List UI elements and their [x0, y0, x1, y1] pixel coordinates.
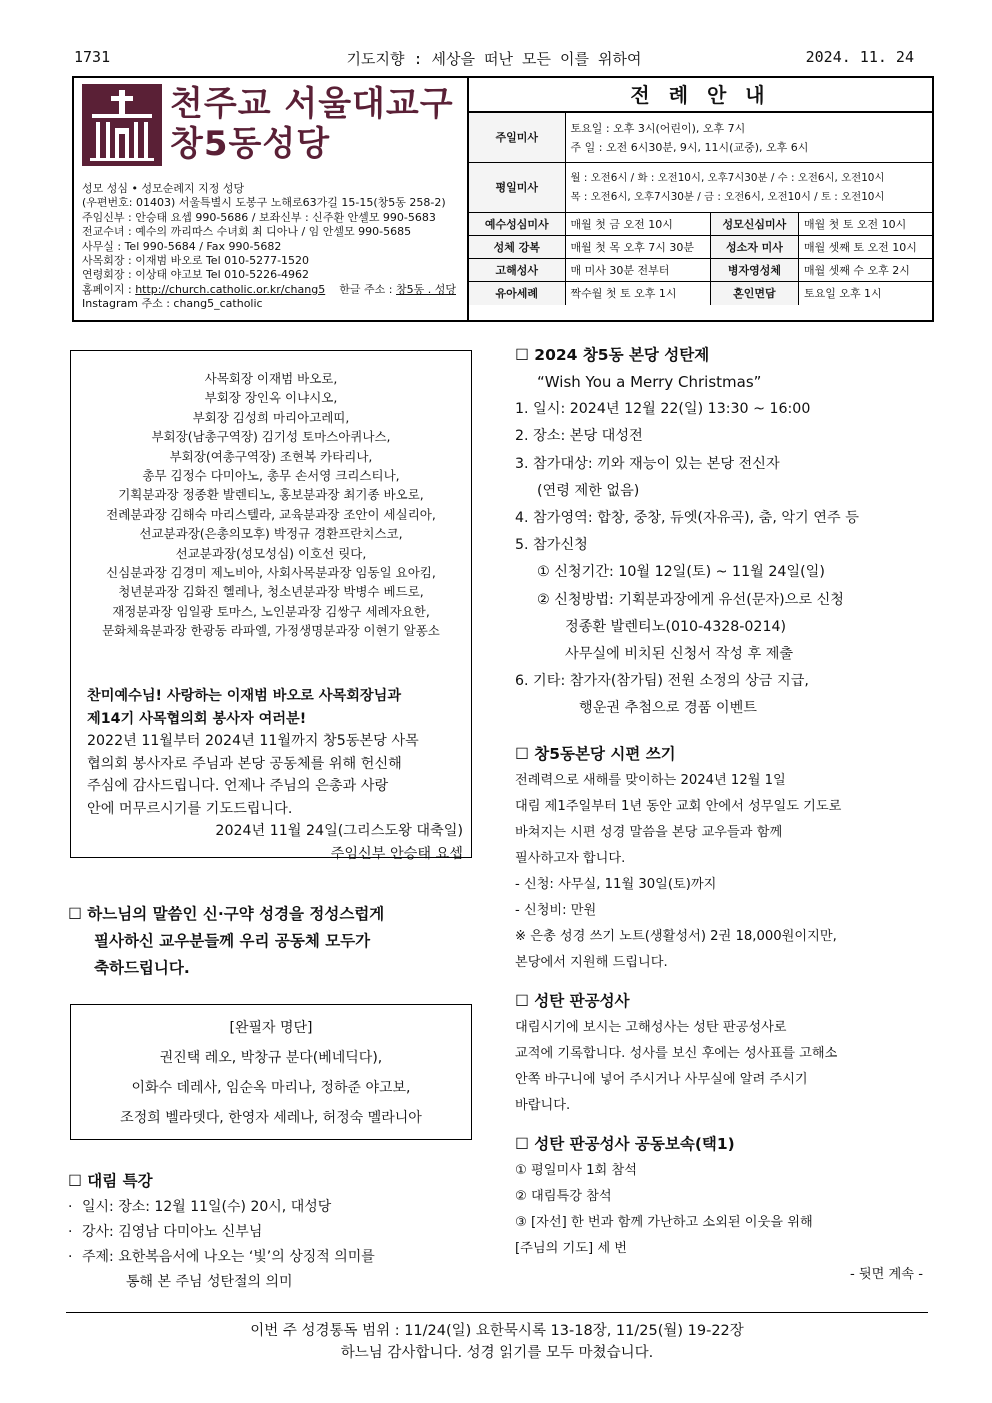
council-thanks-box: [70, 350, 472, 862]
thanks-body-line: 협의회 봉사자로 주님과 본당 공동체를 위해 헌신해: [87, 755, 402, 772]
right-column: [515, 342, 935, 1288]
issue-date: 2024. 11. 24: [805, 48, 914, 66]
text-line: 교적에 기록합니다. 성사를 보신 후에는 성사표를 고해소: [515, 1045, 838, 1061]
table-row: [469, 236, 932, 259]
list-item: ① 평일미사 1회 참석: [515, 1162, 637, 1178]
footer-divider: [66, 1312, 928, 1313]
section-heading: ☐ 창5동본당 시편 쓰기: [515, 744, 676, 763]
schedule-value: 매 미사 30분 전부터: [565, 259, 710, 282]
church-contact-info: [82, 182, 466, 312]
schedule-label: 성모신심미사: [710, 213, 798, 236]
info-line: 성모 성심 • 성모순례지 지정 성당: [82, 182, 245, 195]
text-line: 바쳐지는 시편 성경 말씀을 본당 교우들과 함께: [515, 824, 783, 840]
schedule-label: 혼인면담: [710, 282, 798, 305]
homepage-row: [82, 283, 466, 297]
list-item: 총무 김정수 다미아노, 총무 손서영 크리스티나,: [142, 468, 400, 484]
weekday-line: 월 : 오전6시 / 화 : 오전10시, 오후7시30분 / 수 : 오전6시, 오전10시: [570, 171, 885, 184]
info-line: 전교수녀 : 예수의 까리따스 수녀회 최 디아나 / 임 안셀모 990-5685: [82, 225, 412, 239]
church-name-line2: 창5동성당: [170, 124, 331, 164]
lecture-detail: 일시: 장소: 12월 11일(수) 20시, 대성당: [82, 1199, 332, 1215]
list-item: [68, 1245, 478, 1270]
thanks-greeting: 찬미예수님! 사랑하는 이재범 바오로 사목회장님과: [87, 688, 402, 704]
sunday-mass-times: [565, 113, 932, 163]
psalms-body: [515, 768, 935, 976]
liturgy-title: 전 례 안 내: [469, 78, 932, 112]
bullet: ·: [68, 1199, 73, 1215]
list-item: 선교분과장(성모성심) 이호선 릿다,: [175, 545, 367, 561]
text-line: 필사하고자 합니다.: [515, 850, 626, 866]
list-item: [68, 1220, 478, 1245]
schedule-label: 성체 강복: [469, 236, 565, 259]
list-item: 3. 참가대상: 끼와 재능이 있는 본당 전신자: [515, 455, 780, 472]
text-line: 대림시기에 보시는 고해성사는 성탄 판공성사로: [515, 1019, 787, 1035]
list-item: 권진택 레오, 박창규 분다(베네딕다),: [159, 1050, 383, 1066]
thanks-body-line: 안에 머무르시기를 기도드립니다.: [87, 800, 293, 817]
text-line: - 신청: 사무실, 11월 30일(토)까지: [515, 876, 717, 892]
schedule-label: 병자영성체: [710, 259, 798, 282]
list-item: 2. 장소: 본당 대성전: [515, 428, 643, 445]
schedule-label: 고해성사: [469, 259, 565, 282]
list-item: 전례분과장 김해숙 마리스텔라, 교육분과장 조안이 세실리아,: [106, 506, 436, 522]
council-names: [71, 351, 471, 641]
homepage-label: 홈페이지 :: [82, 282, 136, 296]
church-name-line1: 천주교 서울대교구: [170, 84, 454, 124]
list-item: (연령 제한 없음): [537, 482, 640, 499]
table-row: [469, 213, 932, 236]
list-item: 문화체육분과장 한광동 라파엘, 가정생명분과장 이현기 알퐁소: [102, 623, 440, 639]
sunday-mass-label: 주일미사: [469, 113, 565, 163]
list-item: 부회장 장인옥 이냐시오,: [204, 390, 338, 406]
info-line: 연령회장 : 이상태 야고보 Tel 010-5226-4962: [82, 268, 310, 282]
list-item: 조정희 벨라뎃다, 한영자 세레나, 허정숙 멜라니아: [120, 1110, 422, 1126]
list-item: 부회장(남총구역장) 김기성 토마스아퀴나스,: [151, 429, 391, 445]
signature-name: 주임신부 안승태 요셉: [330, 845, 463, 862]
schedule-label: 예수성심미사: [469, 213, 565, 236]
section-heading: 축하드립니다.: [94, 959, 190, 977]
list-item: ② 대림특강 참석: [515, 1188, 612, 1204]
text-line: ※ 은총 성경 쓰기 노트(생활성서) 2권 18,000원이지만,: [515, 928, 837, 944]
signature-date: 2024년 11월 24일(그리스도왕 대축일): [215, 823, 463, 839]
footer-note: 하느님 감사합니다. 성경 읽기를 모두 마쳤습니다.: [340, 1345, 654, 1361]
info-line: 주임신부 : 안승태 요셉 990-5686 / 보좌신부 : 신주환 안셀모 990-5683: [82, 210, 436, 224]
prayer-intention: 기도지향 : 세상을 떠난 모든 이를 위하여: [346, 50, 642, 68]
schedule-value: 매월 첫 목 오후 7시 30분: [565, 236, 710, 259]
liturgy-table: [469, 112, 932, 305]
schedule-value: 매월 셋째 토 오전 10시: [798, 236, 932, 259]
footer: [66, 1320, 928, 1364]
lecture-detail-cont: 통해 본 주님 성탄절의 의미: [126, 1274, 293, 1290]
list-item: 사목회장 이재범 바오로,: [204, 371, 338, 386]
table-row: [469, 282, 932, 305]
thanks-message: [87, 685, 463, 865]
info-line: 사목회장 : 이재범 바오로 Tel 010-5277-1520: [82, 254, 310, 268]
continued-note: - 뒷면 계속 -: [849, 1266, 923, 1282]
issue-number: 1731: [74, 48, 111, 66]
list-item: 청년분과장 김화진 헬레나, 청소년분과장 박병수 베드로,: [118, 584, 424, 600]
text-line: 바랍니다.: [515, 1097, 571, 1113]
schedule-value: 매월 셋째 수 오후 2시: [798, 259, 932, 282]
schedule-label: 유아세례: [469, 282, 565, 305]
info-line: 사무실 : Tel 990-5684 / Fax 990-5682: [82, 239, 282, 253]
text-line: 전례력으로 새해를 맞이하는 2024년 12월 1일: [515, 772, 786, 788]
weekday-line: 목 : 오전6시, 오후7시30분 / 금 : 오전6시, 오전10시 / 토 : 오전10시: [570, 190, 885, 203]
text-line: 대림 제1주일부터 1년 동안 교회 안에서 성무일도 기도로: [515, 798, 842, 814]
section-heading: ☐ 성탄 판공성사 공동보속(택1): [515, 1134, 735, 1153]
confession-body: [515, 1015, 935, 1119]
section-heading: ☐ 성탄 판공성사: [515, 991, 630, 1010]
sunday-line: 토요일 : 오후 3시(어린이), 오후 7시: [570, 121, 746, 135]
schedule-value: 토요일 오후 1시: [798, 282, 932, 305]
section-heading: ☐ 2024 창5동 본당 성탄제: [515, 346, 710, 364]
hangul-address-link[interactable]: 창5동 . 성당: [396, 282, 456, 296]
list-item: 부회장(여총구역장) 조현복 카타리나,: [169, 448, 373, 464]
thanks-greeting: 제14기 사목협의회 봉사자 여러분!: [87, 710, 307, 727]
list-item: [68, 1195, 478, 1220]
schedule-value: 짝수월 첫 토 오후 1시: [565, 282, 710, 305]
advent-lecture-section: [68, 1168, 478, 1295]
reading-range: 이번 주 성경통독 범위 : 11/24(일) 요한묵시록 13-18장, 11/25(월) 19-22장: [250, 1323, 744, 1339]
schedule-value: 매월 첫 금 오전 10시: [565, 213, 710, 236]
text-line: 본당에서 지원해 드립니다.: [515, 954, 668, 970]
church-info-box: [72, 76, 469, 322]
list-item: 이화수 데레사, 임순옥 마리나, 정하준 야고보,: [131, 1080, 411, 1096]
list-item: 기획분과장 정종환 발렌티노, 홍보분과장 최기종 바오로,: [118, 487, 424, 503]
thanks-body-line: 2022년 11월부터 2024년 11월까지 창5동본당 사목: [87, 733, 419, 749]
lecture-detail: 주제: 요한복음서에 나오는 ‘빛’의 상징적 의미를: [82, 1249, 375, 1265]
list-item: 부회장 김성희 마리아고레띠,: [192, 409, 350, 425]
table-row: [469, 163, 932, 213]
thanks-body-line: 주심에 감사드립니다. 언제나 주님의 은총과 사랑: [87, 778, 389, 794]
list-item: 사무실에 비치된 신청서 작성 후 제출: [565, 646, 794, 663]
completers-box: [70, 1004, 472, 1140]
list-item: ① 신청기간: 10월 12일(토) ~ 11월 24일(일): [537, 564, 825, 581]
list-item: 행운권 추첨으로 경품 이벤트: [579, 700, 757, 717]
masthead-line: [74, 48, 914, 68]
sunday-line: 주 일 : 오전 6시30분, 9시, 11시(교중), 오후 6시: [570, 140, 809, 154]
weekday-mass-times: [565, 163, 932, 213]
text-line: - 신청비: 만원: [515, 902, 597, 918]
bible-congrats-section: [68, 901, 478, 982]
completers-title: [완필자 명단]: [229, 1020, 313, 1036]
homepage-link[interactable]: http://church.catholic.or.kr/chang5: [135, 282, 326, 296]
list-item: 선교분과장(은총의모후) 박정규 경환프란치스코,: [139, 526, 403, 542]
bullet: ·: [68, 1249, 73, 1265]
list-item: 5. 참가신청: [515, 537, 588, 554]
list-item: ③ [자선] 한 번과 함께 가난하고 소외된 이웃을 위해: [515, 1214, 813, 1230]
table-row: [469, 259, 932, 282]
text-line: 안쪽 바구니에 넣어 주시거나 사무실에 알려 주시기: [515, 1071, 808, 1087]
hangul-address-label: 한글 주소 :: [339, 282, 396, 296]
list-item: 4. 참가영역: 합창, 중창, 듀엣(자유곡), 춤, 악기 연주 등: [515, 510, 859, 527]
list-item: 정종환 발렌티노(010-4328-0214): [565, 618, 787, 635]
section-heading: 필사하신 교우분들께 우리 공동체 모두가: [94, 932, 371, 950]
info-line: (우편번호: 01403) 서울특별시 도봉구 노해로63가길 15-15(창5동 258-2): [82, 196, 446, 210]
church-logo-icon: [82, 84, 162, 166]
church-name: [170, 84, 454, 164]
church-emblem-icon: [82, 84, 162, 166]
schedule-value: 매월 첫 토 오전 10시: [798, 213, 932, 236]
bullet: ·: [68, 1224, 73, 1240]
list-item: 신심분과장 김경미 제노비아, 사회사목분과장 임동일 요아킴,: [106, 565, 436, 581]
liturgy-box: [469, 76, 934, 322]
list-item: [주님의 기도] 세 번: [515, 1240, 628, 1256]
list-item: 재정분과장 임일광 토마스, 노인분과장 김쌍구 세례자요한,: [112, 603, 430, 619]
list-item: ② 신청방법: 기획분과장에게 유선(문자)으로 신청: [537, 591, 845, 608]
weekday-mass-label: 평일미사: [469, 163, 565, 213]
list-item: 6. 기타: 참가자(참가팀) 전원 소정의 상금 지급,: [515, 673, 809, 690]
instagram-line: Instagram 주소 : chang5_catholic: [82, 297, 263, 311]
lecture-detail: 강사: 김영남 다미아노 신부님: [82, 1224, 263, 1240]
penance-body: [515, 1158, 935, 1288]
festival-subtitle: “Wish You a Merry Christmas”: [537, 373, 762, 391]
section-heading: ☐ 하느님의 말씀인 신·구약 성경을 정성스럽게: [68, 905, 385, 923]
table-row: [469, 113, 932, 163]
section-heading: ☐ 대림 특강: [68, 1172, 153, 1190]
list-item: 1. 일시: 2024년 12월 22(일) 13:30 ~ 16:00: [515, 401, 811, 418]
schedule-label: 성소자 미사: [710, 236, 798, 259]
